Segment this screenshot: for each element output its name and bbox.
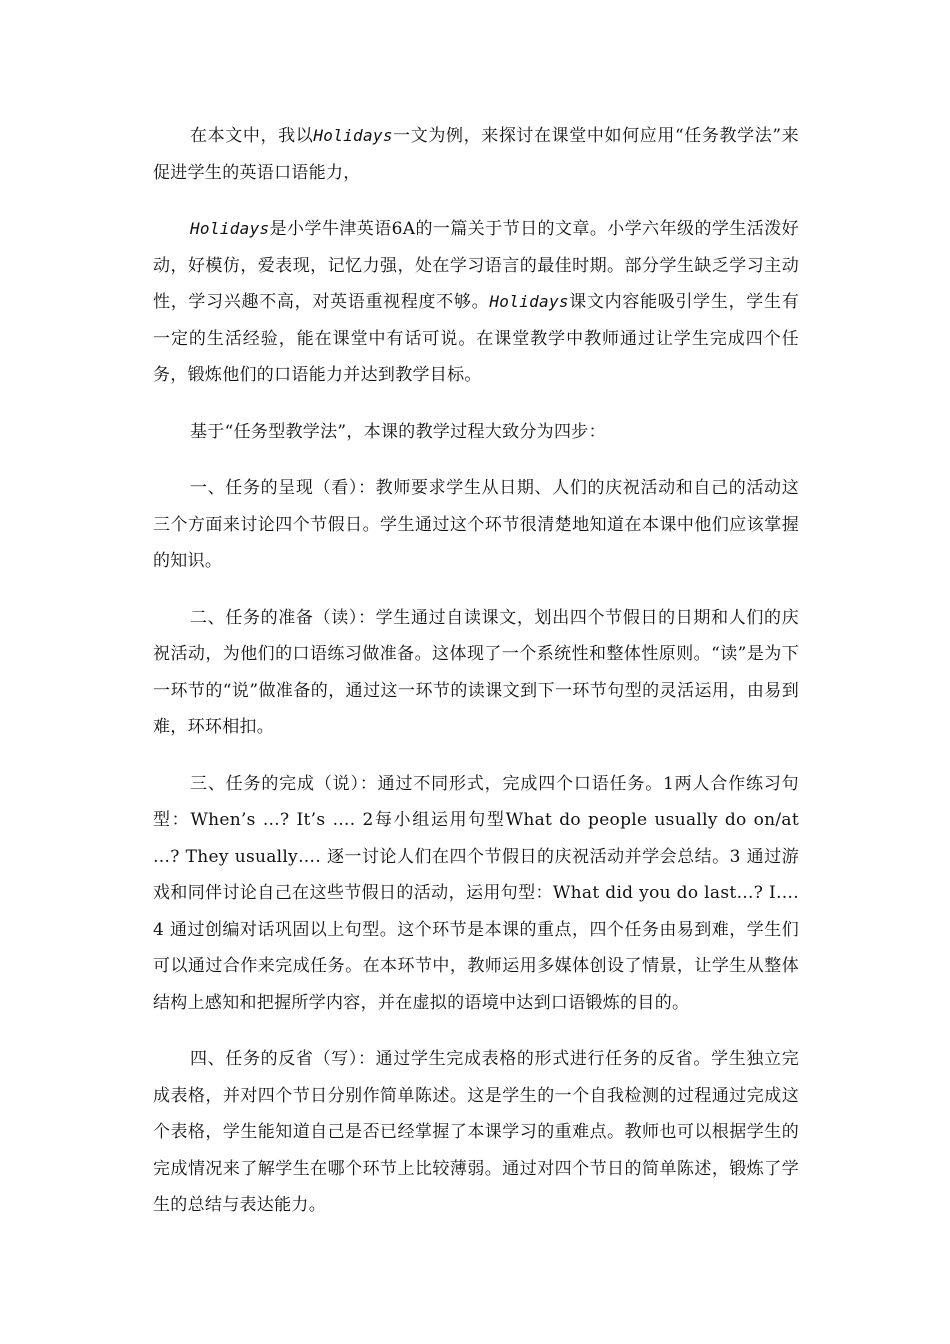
- text-segment: 一、任务的呈现（看）：教师要求学生从日期、人们的庆祝活动和自己的活动这三个方面来讨论四个节假日。学生通过这个环节很清楚地知道在本课中他们应该掌握的知识。: [153, 478, 799, 571]
- text-segment: 课文内容能吸引学生，学生有一定的生活经验，能在课堂中有话可说。在课堂教学中教师通过让学生完成四个任务，锻炼他们的口语能力并达到教学目标。: [153, 292, 799, 385]
- paragraph-step-3: [153, 766, 799, 1022]
- paragraph-overview: [153, 414, 799, 451]
- paragraph-step-2: [153, 600, 799, 746]
- text-segment: 是小学牛津英语6A的一篇关于节日的文章。小学六年级的学生活泼好动，好模仿，爱表现，记忆力强，处在学习语言的最佳时期。部分学生缺乏学习主动性，学习兴趣不高，对英语重视程度不够。: [153, 219, 799, 312]
- paragraph-background: [153, 211, 799, 394]
- text-segment-italic: Holidays: [489, 292, 569, 311]
- paragraph-intro: [153, 118, 799, 191]
- text-segment: 三、任务的完成（说）：通过不同形式，完成四个口语任务。1两人合作练习句型：When’s …? It’s …. 2每小组运用句型What do people usually do on/at …? They usually…. 逐一讨论人们在四个节假日的庆祝活动并学会总结。3 通过游戏和同伴讨论自己在这些节假日的活动，运用句型：What did you do last…? I…. 4 通过创编对话巩固以上句型。这个环节是本课的重点，四个任务由易到难，学生们可以通过合作来完成任务。在本环节中，教师运用多媒体创设了情景，让学生从整体结构上感知和把握所学内容，并在虚拟的语境中达到口语锻炼的目的。: [153, 773, 799, 1013]
- paragraph-step-4: [153, 1041, 799, 1224]
- document-page: [153, 118, 799, 1244]
- text-segment: 四、任务的反省（写）：通过学生完成表格的形式进行任务的反省。学生独立完成表格，并对四个节日分别作简单陈述。这是学生的一个自我检测的过程通过完成这个表格，学生能知道自己是否已经掌握了本课学习的重难点。教师也可以根据学生的完成情况来了解学生在哪个环节上比较薄弱。通过对四个节日的简单陈述，锻炼了学生的总结与表达能力。: [153, 1049, 799, 1215]
- paragraph-step-1: [153, 470, 799, 580]
- text-segment: 基于“任务型教学法”，本课的教学过程大致分为四步：: [190, 421, 606, 442]
- text-segment-italic: Holidays: [190, 219, 270, 238]
- text-segment: 二、任务的准备（读）：学生通过自读课文，划出四个节假日的日期和人们的庆祝活动，为他们的口语练习做准备。这体现了一个系统性和整体性原则。“读”是为下一环节的“说”做准备的，通过这一环节的读课文到下一环节句型的灵活运用，由易到难，环环相扣。: [153, 607, 799, 737]
- text-segment: 在本文中，我以: [190, 126, 314, 146]
- text-segment: 一文为例，来探讨在课堂中如何应用“任务教学法”来促进学生的英语口语能力，: [153, 126, 799, 183]
- text-segment-italic: Holidays: [313, 126, 393, 145]
